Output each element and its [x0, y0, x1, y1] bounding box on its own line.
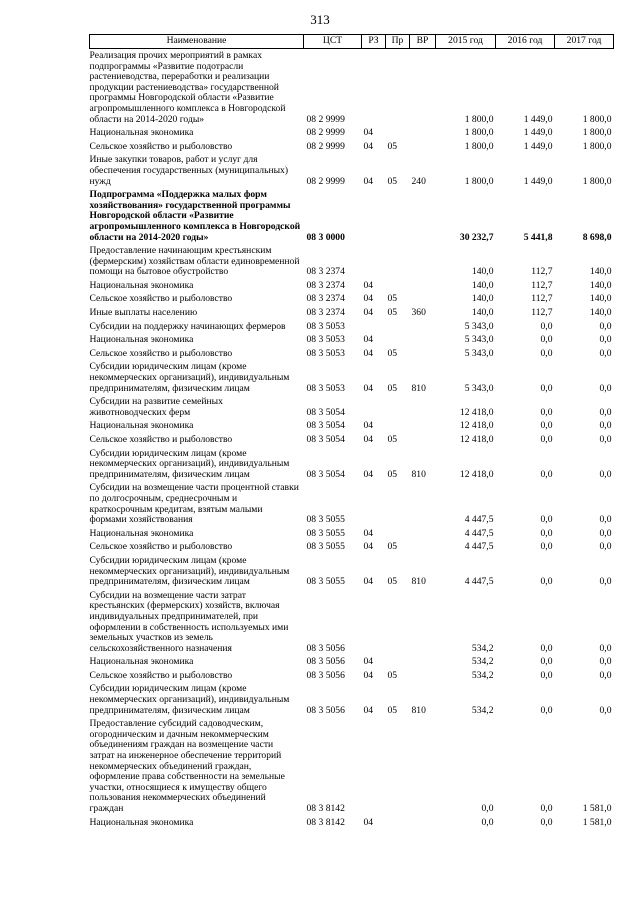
- cell-pr: [386, 419, 410, 433]
- cell-2016: 0,0: [540, 803, 553, 814]
- cell-rz: 04: [363, 420, 374, 432]
- cell-pr: 05: [387, 307, 398, 319]
- cell-cst: 08 3 2374: [306, 293, 345, 305]
- header-2015: 2015 год: [436, 35, 496, 49]
- cell-2015: 12 418,0: [459, 406, 494, 418]
- cell-2016: 5 441,8: [523, 231, 553, 243]
- cell-2016: 0,0: [540, 347, 553, 359]
- cell-pr: [386, 126, 410, 140]
- cell-name: Национальная экономика: [89, 279, 194, 291]
- cell-2016: 112,7: [531, 266, 553, 278]
- cell-pr: 05: [387, 347, 398, 359]
- cell-pr: [386, 395, 410, 419]
- table-row: [90, 244, 614, 279]
- cell-name: Субсидии юридическим лицам (кроме некоммерческих организаций), индивидуальным предпринимателям, физическим лицам: [89, 554, 290, 588]
- cell-2016: 0,0: [540, 382, 553, 394]
- table-row: [90, 682, 614, 717]
- cell-pr: 05: [387, 704, 398, 716]
- cell-2015: 140,0: [471, 293, 494, 305]
- cell-pr: 05: [387, 434, 398, 445]
- cell-vr: [410, 244, 436, 279]
- cell-cst: 08 3 5053: [306, 347, 345, 359]
- header-vr: ВР: [410, 35, 436, 49]
- cell-2015: 4 447,5: [464, 576, 494, 588]
- cell-rz: 04: [363, 576, 374, 588]
- cell-pr: [386, 717, 410, 815]
- cell-2016: 0,0: [540, 669, 553, 681]
- cell-rz: 04: [363, 816, 374, 828]
- cell-pr: [386, 244, 410, 279]
- table-row: [90, 153, 614, 188]
- cell-rz: 04: [363, 669, 374, 681]
- cell-pr: [386, 589, 410, 656]
- cell-cst: 08 3 5054: [306, 406, 345, 418]
- cell-2015: 0,0: [481, 803, 494, 814]
- cell-vr: [410, 279, 436, 293]
- cell-cst: 08 3 8142: [306, 816, 345, 828]
- cell-name: Подпрограмма «Поддержка малых форм хозяйствования» государственной программы Новгородской области «Развитие агропромышленного комплекса в Новгородской области на 2014-2020 годы»: [89, 189, 301, 243]
- cell-cst: 08 3 2374: [306, 307, 345, 319]
- cell-2015: 140,0: [471, 307, 494, 319]
- cell-vr: [410, 589, 436, 656]
- cell-rz: [362, 395, 386, 419]
- cell-name: Национальная экономика: [89, 527, 194, 539]
- cell-2017: 0,0: [599, 420, 612, 432]
- header-rz: РЗ: [362, 35, 386, 49]
- cell-name: Субсидии юридическим лицам (кроме некоммерческих организаций), индивидуальным предпринимателям, физическим лицам: [89, 361, 290, 394]
- cell-rz: 04: [363, 307, 374, 319]
- header-name: Наименование: [90, 35, 304, 49]
- header-2016: 2016 год: [496, 35, 555, 49]
- cell-name: Национальная экономика: [89, 334, 194, 346]
- cell-rz: 04: [363, 704, 374, 716]
- cell-2015: 5 343,0: [464, 320, 494, 332]
- table-row: [90, 320, 614, 334]
- cell-rz: 04: [363, 527, 374, 539]
- table-row: [90, 292, 614, 306]
- cell-cst: 08 2 9999: [306, 175, 345, 187]
- cell-name: Сельское хозяйство и рыболовство: [89, 140, 233, 152]
- cell-2017: 1 800,0: [582, 140, 612, 152]
- cell-cst: 08 2 9999: [306, 127, 345, 139]
- cell-pr: 05: [387, 382, 398, 394]
- cell-name: Национальная экономика: [89, 127, 194, 139]
- cell-2015: 140,0: [471, 279, 494, 291]
- cell-pr: 05: [387, 576, 398, 588]
- cell-name: Предоставление начинающим крестьянским (фермерским) хозяйствам области единовременной помощи на бытовое обустройство: [89, 245, 300, 278]
- cell-pr: 05: [387, 669, 398, 681]
- table-row: [90, 333, 614, 347]
- table-row: [90, 360, 614, 395]
- cell-cst: 08 3 2374: [306, 279, 345, 291]
- cell-name: Национальная экономика: [89, 656, 194, 668]
- cell-2015: 12 418,0: [459, 468, 494, 480]
- cell-rz: 04: [363, 347, 374, 359]
- cell-name: Субсидии на возмещение части процентной ставки по долгосрочным, среднесрочным и краткосрочным кредитам, взятым малыми формами хозяйствования: [89, 482, 299, 526]
- table-row: [90, 527, 614, 541]
- cell-name: Иные закупки товаров, работ и услуг для обеспечения государственных (муниципальных) нужд: [89, 154, 289, 187]
- cell-2016: 0,0: [540, 816, 553, 828]
- table-row: [90, 717, 614, 815]
- cell-vr: [410, 655, 436, 669]
- cell-2017: 1 800,0: [582, 175, 612, 187]
- cell-2016: 112,7: [531, 307, 553, 319]
- cell-2017: 0,0: [599, 669, 612, 681]
- cell-name: Сельское хозяйство и рыболовство: [89, 669, 233, 681]
- cell-name: Субсидии юридическим лицам (кроме некоммерческих организаций), индивидуальным предпринимателям, физическим лицам: [89, 447, 290, 480]
- cell-2015: 1 800,0: [464, 127, 494, 139]
- cell-2015: 534,2: [471, 642, 494, 654]
- cell-2017: 0,0: [599, 576, 612, 588]
- cell-cst: 08 3 5056: [306, 669, 345, 681]
- cell-name: Субсидии юридическим лицам (кроме некоммерческих организаций), индивидуальным предпринимателям, физическим лицам: [89, 683, 290, 716]
- cell-cst: 08 3 5055: [306, 541, 345, 553]
- cell-2017: 0,0: [599, 468, 612, 480]
- cell-2017: 0,0: [599, 320, 612, 332]
- cell-2016: 0,0: [540, 541, 553, 553]
- cell-cst: 08 2 9999: [306, 140, 345, 152]
- cell-2017: 0,0: [599, 434, 612, 445]
- cell-2015: 1 800,0: [464, 175, 494, 187]
- cell-rz: [362, 244, 386, 279]
- header-pr: Пр: [386, 35, 410, 49]
- cell-2017: 0,0: [599, 334, 612, 346]
- cell-rz: 04: [363, 434, 374, 445]
- cell-2015: 534,2: [471, 669, 494, 681]
- cell-2015: 4 447,5: [464, 514, 494, 526]
- cell-2017: 0,0: [599, 382, 612, 394]
- budget-table: [89, 34, 614, 829]
- cell-2015: 12 418,0: [459, 420, 494, 432]
- cell-2016: 0,0: [540, 527, 553, 539]
- table-row: [90, 433, 614, 447]
- cell-2015: 12 418,0: [459, 434, 494, 445]
- cell-2016: 0,0: [540, 406, 553, 418]
- cell-cst: 08 3 5053: [306, 320, 345, 332]
- cell-rz: 04: [363, 127, 374, 139]
- cell-vr: [410, 540, 436, 554]
- cell-2016: 112,7: [531, 279, 553, 291]
- table-body: [90, 49, 614, 830]
- cell-2017: 8 698,0: [582, 231, 612, 243]
- cell-2016: 1 449,0: [523, 127, 553, 139]
- cell-pr: [386, 279, 410, 293]
- cell-2017: 140,0: [589, 279, 612, 291]
- cell-2017: 140,0: [589, 293, 612, 305]
- cell-2015: 140,0: [471, 266, 494, 278]
- cell-cst: 08 3 5056: [306, 704, 345, 716]
- cell-vr: 240: [411, 175, 426, 187]
- cell-2017: 0,0: [599, 642, 612, 654]
- cell-2017: 0,0: [599, 656, 612, 668]
- cell-2016: 0,0: [540, 468, 553, 480]
- cell-name: Сельское хозяйство и рыболовство: [89, 434, 233, 445]
- header-cst: ЦСТ: [304, 35, 362, 49]
- cell-2016: 0,0: [540, 704, 553, 716]
- cell-2017: 1 581,0: [582, 803, 612, 814]
- cell-2015: 30 232,7: [459, 231, 494, 243]
- cell-cst: 08 3 5053: [306, 334, 345, 346]
- cell-2015: 4 447,5: [464, 527, 494, 539]
- cell-2017: 0,0: [599, 514, 612, 526]
- cell-2017: 0,0: [599, 541, 612, 553]
- cell-name: Субсидии на поддержку начинающих фермеров: [89, 320, 286, 332]
- cell-pr: [386, 333, 410, 347]
- cell-2017: 0,0: [599, 406, 612, 418]
- cell-2016: 0,0: [540, 642, 553, 654]
- cell-rz: 04: [363, 175, 374, 187]
- cell-rz: 04: [363, 382, 374, 394]
- cell-vr: 810: [411, 576, 426, 588]
- cell-pr: [386, 481, 410, 526]
- table-row: [90, 669, 614, 683]
- cell-2017: 1 800,0: [582, 113, 612, 125]
- cell-pr: 05: [387, 293, 398, 305]
- cell-cst: 08 3 5056: [306, 656, 345, 668]
- table-row: [90, 447, 614, 482]
- cell-vr: [410, 140, 436, 154]
- cell-vr: [410, 527, 436, 541]
- cell-2016: 0,0: [540, 656, 553, 668]
- cell-pr: 05: [387, 175, 398, 187]
- cell-rz: [362, 320, 386, 334]
- cell-2016: 112,7: [531, 293, 553, 305]
- cell-vr: [410, 347, 436, 361]
- cell-rz: [362, 717, 386, 815]
- cell-rz: 04: [363, 541, 374, 553]
- cell-2015: 534,2: [471, 704, 494, 716]
- cell-2016: 1 449,0: [523, 175, 553, 187]
- cell-2015: 5 343,0: [464, 347, 494, 359]
- cell-name: Сельское хозяйство и рыболовство: [89, 293, 233, 305]
- cell-rz: 04: [363, 293, 374, 305]
- cell-rz: 04: [363, 656, 374, 668]
- cell-2015: 5 343,0: [464, 334, 494, 346]
- cell-cst: 08 3 5054: [306, 420, 345, 432]
- table-row: [90, 279, 614, 293]
- cell-rz: 04: [363, 279, 374, 291]
- cell-pr: 05: [387, 468, 398, 480]
- table-row: [90, 481, 614, 526]
- table-row: [90, 306, 614, 320]
- cell-2016: 0,0: [540, 434, 553, 445]
- cell-vr: 810: [411, 704, 426, 716]
- cell-vr: [410, 49, 436, 127]
- cell-vr: [410, 816, 436, 830]
- cell-pr: [386, 655, 410, 669]
- cell-vr: [410, 717, 436, 815]
- cell-name: Реализация прочих мероприятий в рамках подпрограммы «Развитие подотрасли растениеводства, переработки и реализации продукции растениеводства» государственной программы Новгородской области «Развитие агропромышленного комплекса в Новгородской области на 2014-2020 годы»: [89, 50, 286, 125]
- cell-vr: [410, 481, 436, 526]
- cell-cst: 08 2 9999: [306, 113, 345, 125]
- cell-2017: 140,0: [589, 266, 612, 278]
- cell-vr: [410, 188, 436, 244]
- table-row: [90, 188, 614, 244]
- cell-vr: [410, 395, 436, 419]
- table-row: [90, 816, 614, 830]
- cell-vr: [410, 292, 436, 306]
- cell-vr: 360: [411, 307, 426, 319]
- cell-name: Субсидии на развитие семейных животноводческих ферм: [89, 396, 223, 418]
- cell-2015: 1 800,0: [464, 113, 494, 125]
- cell-name: Сельское хозяйство и рыболовство: [89, 541, 233, 553]
- cell-2015: 534,2: [471, 656, 494, 668]
- cell-rz: [362, 589, 386, 656]
- cell-rz: 04: [363, 468, 374, 480]
- cell-pr: [386, 527, 410, 541]
- cell-2016: 0,0: [540, 576, 553, 588]
- cell-rz: [362, 188, 386, 244]
- cell-vr: 810: [411, 468, 426, 480]
- cell-cst: 08 3 5055: [306, 576, 345, 588]
- cell-2015: 5 343,0: [464, 382, 494, 394]
- cell-cst: 08 3 5055: [306, 527, 345, 539]
- cell-vr: [410, 126, 436, 140]
- cell-vr: [410, 320, 436, 334]
- cell-cst: 08 3 2374: [306, 266, 345, 278]
- table-row: [90, 589, 614, 656]
- table-row: [90, 347, 614, 361]
- cell-2016: 0,0: [540, 514, 553, 526]
- cell-2017: 0,0: [599, 704, 612, 716]
- cell-cst: 08 3 5053: [306, 382, 345, 394]
- table-header: [90, 35, 614, 49]
- cell-pr: [386, 816, 410, 830]
- cell-2017: 1 581,0: [582, 816, 612, 828]
- cell-rz: 04: [363, 140, 374, 152]
- cell-2016: 1 449,0: [523, 113, 553, 125]
- cell-2016: 1 449,0: [523, 140, 553, 152]
- cell-2016: 0,0: [540, 420, 553, 432]
- cell-name: Национальная экономика: [89, 420, 194, 432]
- cell-2016: 0,0: [540, 334, 553, 346]
- cell-rz: [362, 49, 386, 127]
- cell-name: Сельское хозяйство и рыболовство: [89, 347, 233, 359]
- cell-2015: 0,0: [481, 816, 494, 828]
- cell-pr: 05: [387, 541, 398, 553]
- cell-2017: 140,0: [589, 307, 612, 319]
- cell-2017: 0,0: [599, 527, 612, 539]
- cell-name: Иные выплаты населению: [89, 307, 198, 319]
- cell-name: Национальная экономика: [89, 816, 194, 828]
- table-row: [90, 655, 614, 669]
- cell-vr: [410, 433, 436, 447]
- table-row: [90, 540, 614, 554]
- page-number: 313: [310, 12, 330, 27]
- cell-cst: 08 3 5054: [306, 468, 345, 480]
- cell-2015: 1 800,0: [464, 140, 494, 152]
- cell-2016: 0,0: [540, 320, 553, 332]
- cell-2017: 0,0: [599, 347, 612, 359]
- cell-rz: [362, 481, 386, 526]
- cell-rz: 04: [363, 334, 374, 346]
- cell-name: Субсидии на возмещение части затрат крестьянских (фермерских) хозяйств, включая индивидуальных предпринимателей, при оформлении в собственность используемых ими земельных участков из земель сельскохозяйственного назначения: [89, 589, 289, 654]
- cell-name: Предоставление субсидий садоводческим, огородническим и дачным некоммерческим объединениям граждан на возмещение части затрат на инженерное обеспечение территорий некоммерческих объединений граждан, оформление права собственности на земельные участки, относящиеся к имуществу общего пользования некоммерческих объединений граждан: [89, 718, 285, 814]
- table-row: [90, 126, 614, 140]
- cell-pr: [386, 188, 410, 244]
- table-row: [90, 140, 614, 154]
- cell-cst: 08 3 5055: [306, 514, 345, 526]
- table-row: [90, 395, 614, 419]
- cell-pr: [386, 49, 410, 127]
- cell-cst: 08 3 8142: [306, 803, 345, 814]
- cell-cst: 08 3 0000: [306, 231, 345, 243]
- cell-pr: [386, 320, 410, 334]
- cell-vr: 810: [411, 382, 426, 394]
- table-row: [90, 419, 614, 433]
- cell-vr: [410, 669, 436, 683]
- cell-vr: [410, 419, 436, 433]
- table-row: [90, 554, 614, 589]
- cell-2017: 1 800,0: [582, 127, 612, 139]
- cell-cst: 08 3 5056: [306, 642, 345, 654]
- table-row: [90, 49, 614, 127]
- cell-cst: 08 3 5054: [306, 434, 345, 445]
- cell-2015: 4 447,5: [464, 541, 494, 553]
- header-2017: 2017 год: [555, 35, 614, 49]
- cell-vr: [410, 333, 436, 347]
- cell-pr: 05: [387, 140, 398, 152]
